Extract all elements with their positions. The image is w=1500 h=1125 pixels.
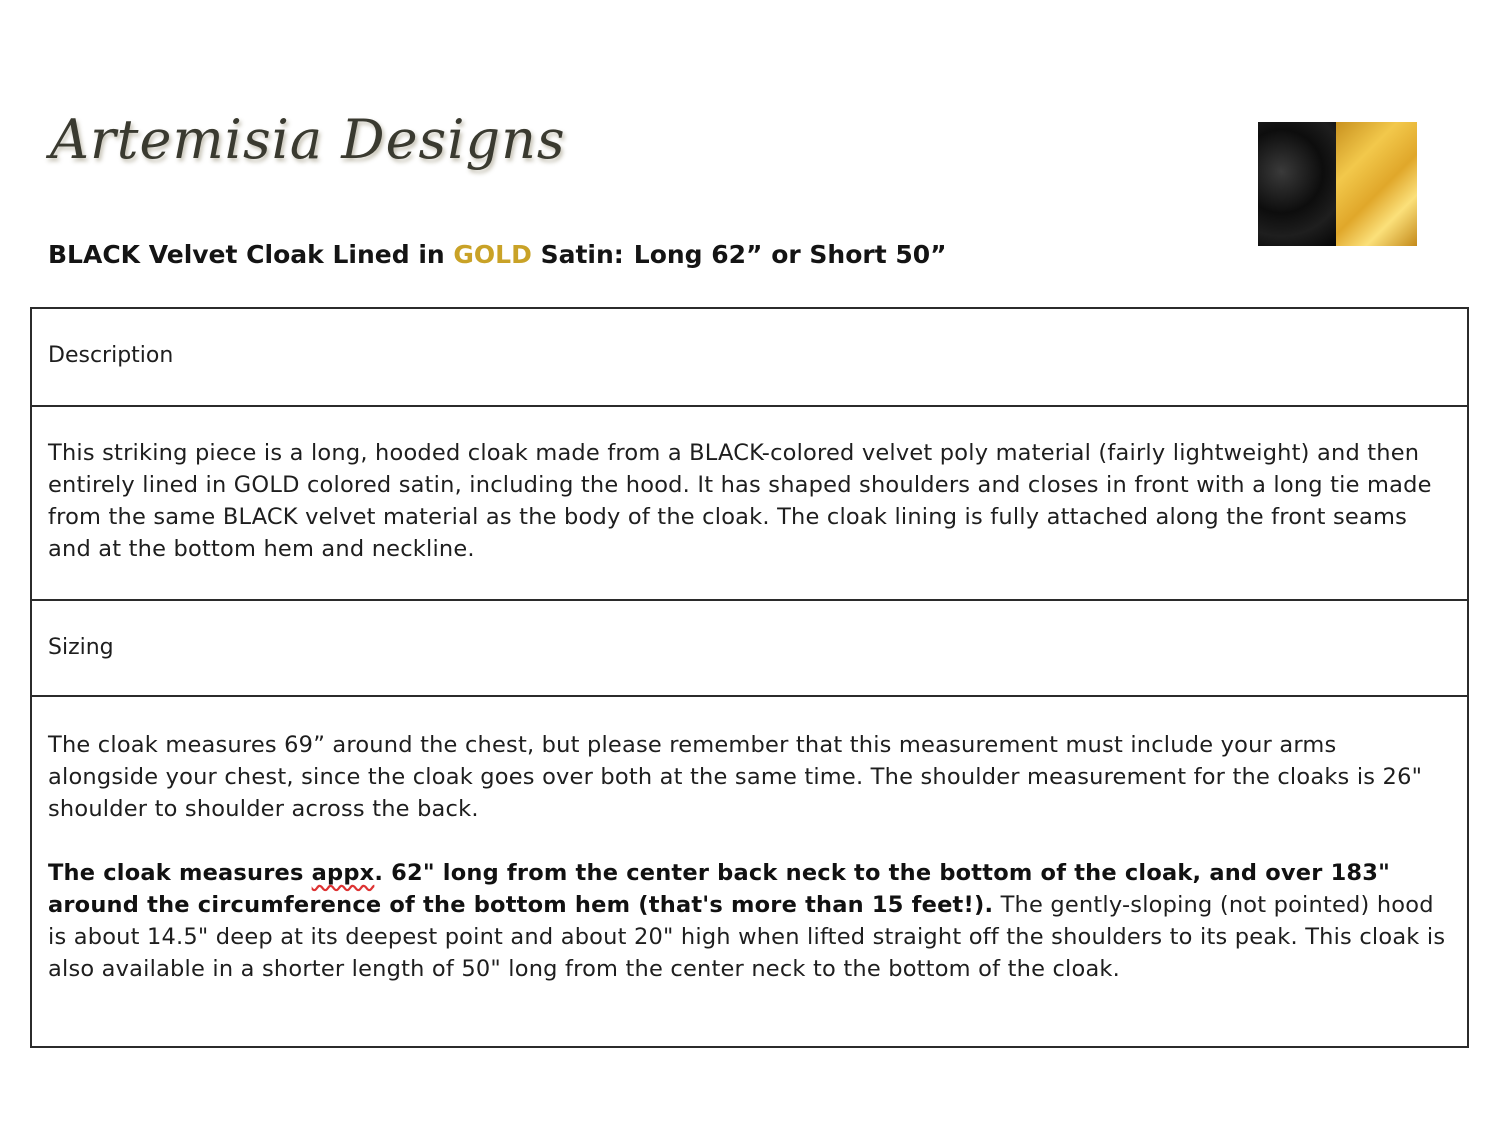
- sizing-text-2: The gently-sloping (not pointed) hood is about 14.5" deep at its deepest point and about 20" high when lifted straight off the shoulders to its peak. This cloak is also available in a shorter length of 50" long from the center neck to the bottom of the cloak.: [48, 892, 1446, 982]
- black-velvet-swatch: [1258, 122, 1336, 246]
- title-part-2: Satin:: [531, 240, 624, 269]
- title-part-1: BLACK Velvet Cloak Lined in: [48, 240, 454, 269]
- gold-satin-swatch: [1336, 122, 1417, 246]
- brand-logo-text: Artemisia Designs: [50, 108, 566, 171]
- brand-logo: [50, 108, 566, 188]
- sizing-label: Sizing: [48, 635, 114, 660]
- description-text: This striking piece is a long, hooded cloak made from a BLACK-colored velvet poly material (fairly lightweight) and then entirely lined in GOLD colored satin, including the hood. It has shaped shoulders and closes in front with a long tie made from the same BLACK velvet material as the body of the cloak. The cloak lining is fully attached along the front seams and at the bottom hem and neckline.: [48, 440, 1432, 562]
- sizing-header-row: [32, 601, 1467, 697]
- fabric-swatch-image: [1258, 122, 1417, 246]
- sizing-text-2-block: [48, 857, 1447, 985]
- description-body-row: [32, 407, 1467, 601]
- title-part-3: Long 62” or Short 50”: [633, 240, 947, 269]
- sizing-body-row: [32, 697, 1467, 1048]
- product-title: [48, 240, 947, 269]
- title-gold-word: GOLD: [453, 240, 532, 269]
- sizing-text-1: The cloak measures 69” around the chest, but please remember that this measurement must include your arms alongside your chest, since the cloak goes over both at the same time. The shoulder measurement for the cloaks is 26" shoulder to shoulder across the back.: [48, 732, 1423, 822]
- sizing-bold-b: . 62" long from the center back neck to the bottom of the cloak, and over 183" around the circumference of the bottom hem (that's more than 15 feet!).: [48, 860, 1391, 918]
- description-label: Description: [48, 343, 174, 368]
- product-details-table: [30, 307, 1469, 1048]
- description-header-row: [32, 309, 1467, 407]
- sizing-bold-a: The cloak measures: [48, 860, 312, 886]
- sizing-bold-appx: appx: [311, 860, 375, 886]
